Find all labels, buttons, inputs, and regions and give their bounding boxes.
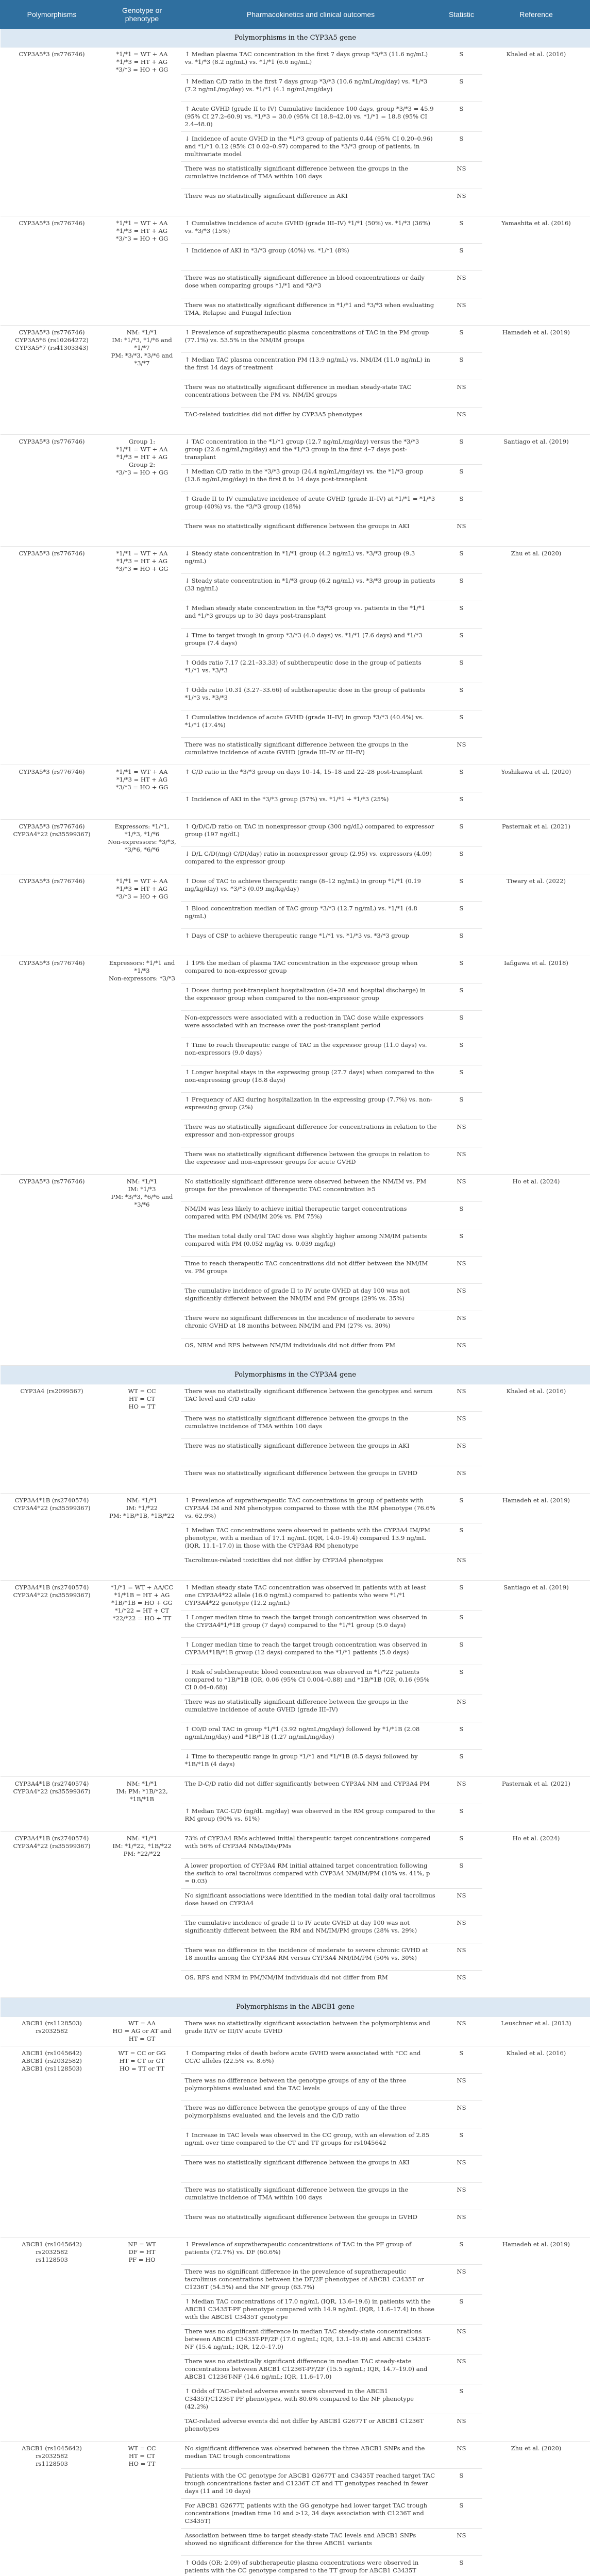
outcome-cell: ↑ Prevalence of supratherapeutic plasma concentrations of TAC in the PM group (77.1%) vs. 53.5% in the NM/IM groups — [181, 326, 441, 353]
genotype-cell: *1/*1 = WT + AA *1/*3 = HT + AG *3/*3 = HO + GG — [104, 765, 181, 820]
reference-cell: Hamadeh et al. (2019) — [482, 1494, 590, 1581]
outcome-cell: ↑ Doses during post-transplant hospitalization (d+28 and hospital discharge) in the expressor group when compared to the non-expressor group — [181, 984, 441, 1011]
statistic-cell: NS — [441, 1889, 482, 1916]
statistic-cell: S — [441, 574, 482, 601]
outcome-cell: There was no statistically significant association between the polymorphisms and grade II/IV or III/IV acute GVHD — [181, 2016, 441, 2046]
outcome-cell: ↑ Odds ratio 10.31 (3.27–33.66) of subtherapeutic dose in the group of patients *1/*3 vs. *3/*3 — [181, 683, 441, 710]
outcome-cell: ↑ Incidence of AKI in the *3/*3 group (57%) vs. *1/*1 + *1/*3 (25%) — [181, 792, 441, 820]
statistic-cell: S — [441, 792, 482, 820]
statistic-cell: S — [441, 820, 482, 847]
table-row — [1, 547, 590, 574]
statistic-cell: S — [441, 765, 482, 792]
outcome-cell: ↑ Q/D/C/D ratio on TAC in nonexpressor group (300 ng/dL) compared to expressor group (197 ng/dL) — [181, 820, 441, 847]
genotype-cell: NM: *1/*1 IM: PM: *1B/*22, *1B/*1B — [104, 1777, 181, 1832]
statistic-cell: NS — [441, 298, 482, 326]
outcome-cell: No significant associations were identified in the median total daily oral tacrolimus dose based on CYP3A4 — [181, 1889, 441, 1916]
outcome-cell: ↑ Blood concentration median of TAC group *3/*3 (12.7 ng/mL) vs. *1/*1 (4.8 ng/mL) — [181, 902, 441, 929]
outcome-cell: There was no significant difference in the prevalence of supratherapeutic tacrolimus concentrations between the DF/2F phenotypes of ABCB1 C3435T or C1236T (54.5%) and the NF group (63.7%) — [181, 2265, 441, 2295]
outcome-cell: ↑ Time to reach therapeutic range of TAC in the expressor group (11.0 days) vs. non-expressors (9.0 days) — [181, 1038, 441, 1065]
header-row — [1, 1, 590, 29]
statistic-cell: NS — [441, 1916, 482, 1943]
statistic-cell: S — [441, 1038, 482, 1065]
statistic-cell: NS — [441, 2074, 482, 2101]
outcome-cell: There was no significant difference in median TAC steady-state concentrations between ABCB1 C3435T-PF/2F (17.0 ng/mL; IQR, 13.1–19.0) and ABCB1 C3435T-NF (15.4 ng/mL; IQR, 12.0–17.0) — [181, 2325, 441, 2354]
statistic-cell: NS — [441, 1777, 482, 1804]
statistic-cell: NS — [441, 2210, 482, 2238]
statistic-cell: NS — [441, 1147, 482, 1175]
statistic-cell: S — [441, 2556, 482, 2576]
statistic-cell: NS — [441, 2183, 482, 2210]
outcome-cell: ↓ D/L C/D(/mg) C/D(/day) ratio in nonexpressor group (2.95) vs. expressors (4.09) compared to the expressor group — [181, 847, 441, 874]
statistic-cell: NS — [441, 2265, 482, 2295]
table-row — [1, 765, 590, 792]
statistic-cell: S — [441, 1859, 482, 1889]
outcome-cell: ↓ Steady state concentration in *1/*1 group (4.2 ng/mL) vs. *3/*3 group (9.3 ng/mL) — [181, 547, 441, 574]
statistic-cell: S — [441, 1523, 482, 1553]
polymorphism-cell: CYP3A5*3 (rs776746) — [1, 435, 104, 547]
outcome-cell: ↑ Longer hospital stays in the expressing group (27.7 days) when compared to the non-expressing group (18.8 days) — [181, 1065, 441, 1093]
statistic-cell: S — [441, 1202, 482, 1229]
outcome-cell: The cumulative incidence of grade II to IV acute GVHD at day 100 was not significantly different between the RM and NM/IM/PM groups (28% vs. 29%) — [181, 1916, 441, 1943]
statistic-cell: S — [441, 47, 482, 75]
genotype-cell: WT = CC or GG HT = CT or GT HO = TT or TT — [104, 2046, 181, 2238]
outcome-cell: ↑ C0/D oral TAC in group *1/*1 (3.92 ng/mL/mg/day) followed by *1/*1B (2.08 ng/mL/mg/day) and *1B/*1B (1.27 ng/mL/mg/day) — [181, 1722, 441, 1750]
reference-cell: Khaled et al. (2016) — [482, 2046, 590, 2238]
genotype-cell: Group 1: *1/*1 = WT + AA *1/*3 = HT + AG Group 2: *3/*3 = HO + GG — [104, 435, 181, 547]
polymorphism-cell: CYP3A4*1B (rs2740574) CYP3A4*22 (rs35599367) — [1, 1777, 104, 1832]
outcome-cell: ↓ Risk of subtherapeutic blood concentration was observed in *1/*22 patients compared to *1B/*1B (OR, 0.06 (95% CI 0.004–0.88) and *1B/*1B (OR, 0.16 (95% CI 0.04–0.68)) — [181, 1665, 441, 1695]
header-reference: Reference — [482, 1, 590, 29]
reference-cell: Khaled et al. (2016) — [482, 1384, 590, 1494]
outcome-cell: There was no statistically significant difference in *1/*1 and *3/*3 when evaluating TMA, Relapse and Fungal Infection — [181, 298, 441, 326]
outcome-cell: The cumulative incidence of grade II to IV acute GVHD at day 100 was not significantly different between the NM/IM and PM groups (29% vs. 35%) — [181, 1284, 441, 1311]
outcome-cell: ↑ Comparing risks of death before acute GVHD were associated with *CC and CC/C alleles (22.5% vs. 8.6%) — [181, 2046, 441, 2074]
statistic-cell: NS — [441, 408, 482, 435]
polymorphism-cell: CYP3A5*3 (rs776746) — [1, 47, 104, 216]
outcome-cell: There was no statistically significant difference between the groups in the cumulative incidence of acute GVHD (grade III–IV) — [181, 1695, 441, 1722]
polymorphism-cell: CYP3A4*1B (rs2740574) CYP3A4*22 (rs35599367) — [1, 1832, 104, 1998]
outcome-cell: ↑ Median steady state TAC concentration was observed in patients with at least one CYP3A4*22 allele (16.0 ng/mL) compared to patients who were *1/*1 CYP3A4*22 genotype (12.2 ng/mL) — [181, 1581, 441, 1611]
statistic-cell: NS — [441, 2529, 482, 2556]
statistic-cell: S — [441, 1065, 482, 1093]
statistic-cell: NS — [441, 1971, 482, 1998]
outcome-cell: ↑ Incidence of AKI in *3/*3 group (40%) vs. *1/*1 (8%) — [181, 244, 441, 271]
table-row — [1, 1384, 590, 1412]
statistic-cell: S — [441, 2238, 482, 2265]
genotype-cell: *1/*1 = WT + AA *1/*3 = HT + AG *3/*3 = HO + GG — [104, 47, 181, 216]
statistic-cell: NS — [441, 1439, 482, 1466]
reference-cell: Khaled et al. (2016) — [482, 47, 590, 216]
polymorphism-cell: CYP3A5*3 (rs776746) CYP3A5*6 (rs10264272) CYP3A5*7 (rs41303343) — [1, 326, 104, 435]
outcome-cell: There were no significant differences in the incidence of moderate to severe chronic GVHD at 18 months between NM/IM and PM (27% vs. 30%) — [181, 1311, 441, 1338]
header-polymorphisms: Polymorphisms — [1, 1, 104, 29]
statistic-cell: S — [441, 216, 482, 244]
polymorphism-cell: ABCB1 (rs1045642) ABCB1 (rs2032582) ABCB1 (rs1128503) — [1, 2046, 104, 2238]
statistic-cell: S — [441, 2128, 482, 2156]
statistic-cell: NS — [441, 380, 482, 408]
outcome-cell: ↓ Incidence of acute GVHD in the *1/*3 group of patients 0.44 (95% CI 0.20–0.96) and *1/*1 0.12 (95% CI 0.02–0.97) compared to the *3/*3 group of patients, in multivariate model — [181, 132, 441, 162]
outcome-cell: No significant difference was observed between the three ABCB1 SNPs and the median TAC trough concentrations — [181, 2442, 441, 2469]
statistic-cell: S — [441, 1494, 482, 1523]
statistic-cell: S — [441, 2469, 482, 2499]
genotype-cell: *1/*1 = WT + AA/CC *1/*1B = HT + AG *1B/*1B = HO + GG *1/*22 = HT + CT *22/*22 = HO + TT — [104, 1581, 181, 1777]
section-header-row — [1, 1366, 590, 1384]
table-row — [1, 956, 590, 984]
header-genotype: Genotype or phenotype — [104, 1, 181, 29]
reference-cell: Hamadeh et al. (2019) — [482, 2238, 590, 2442]
reference-cell: Iafigawa et al. (2018) — [482, 956, 590, 1175]
polymorphism-cell: ABCB1 (rs1128503) rs2032582 — [1, 2016, 104, 2046]
genotype-cell: *1/*1 = WT + AA *1/*3 = HT + AG *3/*3 = HO + GG — [104, 547, 181, 765]
outcome-cell: There was no statistically significant difference between the groups in the cumulative incidence of TMA within 100 days — [181, 2183, 441, 2210]
statistic-cell: S — [441, 1804, 482, 1832]
polymorphism-cell: CYP3A4 (rs2099567) — [1, 1384, 104, 1494]
statistic-cell: S — [441, 1229, 482, 1257]
statistic-cell: NS — [441, 2354, 482, 2384]
statistic-cell: S — [441, 1750, 482, 1777]
statistic-cell: NS — [441, 162, 482, 189]
statistic-cell: NS — [441, 1695, 482, 1722]
table-row — [1, 2238, 590, 2265]
genotype-cell: Expressors: *1/*1 and *1/*3 Non-expressors: *3/*3 — [104, 956, 181, 1175]
outcome-cell: ↑ Median TAC-C/D (ng/dL mg/day) was observed in the RM group compared to the RM group (90% vs. 61%) — [181, 1804, 441, 1832]
section-header-row — [1, 1998, 590, 2016]
statistic-cell: S — [441, 929, 482, 956]
statistic-cell: NS — [441, 1257, 482, 1284]
outcome-cell: There was no statistically significant difference between the genotypes and serum TAC level and C/D ratio — [181, 1384, 441, 1412]
statistic-cell: S — [441, 629, 482, 656]
outcome-cell: ↑ Median TAC concentrations were observed in patients with the CYP3A4 IM/PM phenotype, with a median of 17.1 ng/mL (IQR, 14.0–19.4) compared 13.9 ng/mL (IQR, 11.1–17.0) in those with the CYP3A4 RM phenotype — [181, 1523, 441, 1553]
outcome-cell: Tacrolimus-related toxicities did not differ by CYP3A4 phenotypes — [181, 1553, 441, 1581]
polymorphism-cell: CYP3A5*3 (rs776746) — [1, 874, 104, 956]
statistic-cell: S — [441, 75, 482, 102]
statistic-cell: S — [441, 435, 482, 465]
genotype-cell: WT = CC HT = CT HO = TT — [104, 1384, 181, 1494]
statistic-cell: S — [441, 1665, 482, 1695]
statistic-cell: S — [441, 2384, 482, 2414]
outcome-cell: ↑ Prevalence of supratherapeutic concentrations of TAC in the PF group of patients (72.7%) vs. DF (60.6%) — [181, 2238, 441, 2265]
outcome-cell: ↑ Prevalence of supratherapeutic TAC concentrations in group of patients with CYP3A4 IM and NM phenotypes compared to those with the RM phenotype (76.6% vs. 62.9%) — [181, 1494, 441, 1523]
statistic-cell: S — [441, 956, 482, 984]
statistic-cell: S — [441, 902, 482, 929]
statistic-cell: NS — [441, 1311, 482, 1338]
polymorphism-cell: ABCB1 (rs1045642) rs2032582 rs1128503 — [1, 2442, 104, 2576]
outcome-cell: ↓ Time to therapeutic range in group *1/*1 and *1/*1B (8.5 days) followed by *1B/*1B (4 days) — [181, 1750, 441, 1777]
genotype-cell: WT = CC HT = CT HO = TT — [104, 2442, 181, 2576]
table-row — [1, 326, 590, 353]
statistic-cell: S — [441, 874, 482, 902]
polymorphism-cell: CYP3A5*3 (rs776746) CYP3A4*22 (rs35599367) — [1, 820, 104, 874]
genotype-cell: NF = WT DF = HT PF = HO — [104, 2238, 181, 2442]
outcome-cell: The D-C/D ratio did not differ significantly between CYP3A4 NM and CYP3A4 PM — [181, 1777, 441, 1804]
outcome-cell: ↑ Median TAC plasma concentration PM (13.9 ng/mL) vs. NM/IM (11.0 ng/mL) in the first 14 days of treatment — [181, 353, 441, 380]
reference-cell: Yoshikawa et al. (2020) — [482, 765, 590, 820]
table-row — [1, 47, 590, 75]
outcome-cell: ↑ Odds (OR: 2.09) of subtherapeutic plasma concentrations were observed in patients with the CC genotype compared to the TT group for ABCB1 C3435T — [181, 2556, 441, 2576]
outcome-cell: There was no statistically significant difference between the groups in the cumulative incidence of TMA within 100 days — [181, 162, 441, 189]
polymorphism-cell: CYP3A4*1B (rs2740574) CYP3A4*22 (rs35599367) — [1, 1494, 104, 1581]
outcome-cell: There was no statistically significant difference in median steady-state TAC concentrations between the PM vs. NM/IM groups — [181, 380, 441, 408]
outcome-cell: Association between time to target steady-state TAC levels and ABCB1 SNPs showed no significant difference for the three ABCB1 variants — [181, 2529, 441, 2556]
genotype-cell: *1/*1 = WT + AA *1/*3 = HT + AG *3/*3 = HO + GG — [104, 216, 181, 326]
table-row — [1, 2016, 590, 2046]
outcome-cell: ↑ Median plasma TAC concentration in the first 7 days group *3/*3 (11.6 ng/mL) vs. *1/*3 (8.2 ng/mL) vs. *1/*1 (6.6 ng/mL) — [181, 47, 441, 75]
table-row — [1, 2046, 590, 2074]
statistic-cell: NS — [441, 2325, 482, 2354]
reference-cell: Ho et al. (2024) — [482, 1832, 590, 1998]
outcome-cell: There was no statistically significant difference in AKI — [181, 189, 441, 216]
outcome-cell: The median total daily oral TAC dose was slightly higher among NM/IM patients compared with PM (0.052 mg/kg vs. 0.039 mg/kg) — [181, 1229, 441, 1257]
outcome-cell: ↓ 19% the median of plasma TAC concentration in the expressor group when compared to non-expressor group — [181, 956, 441, 984]
statistic-cell: S — [441, 1011, 482, 1038]
table-row — [1, 1494, 590, 1523]
statistic-cell: S — [441, 847, 482, 874]
header-statistic: Statistic — [441, 1, 482, 29]
genotype-cell: NM: *1/*1 IM: *1/*22 PM: *1B/*1B, *1B/*22 — [104, 1494, 181, 1581]
outcome-cell: There was no statistically significant difference between the groups in the cumulative incidence of acute GVHD (grade III–IV or III–IV) — [181, 738, 441, 765]
reference-cell: Zhu et al. (2020) — [482, 547, 590, 765]
outcome-cell: ↑ Median C/D ratio in the first 7 days group *3/*3 (10.6 ng/mL/mg/day) vs. *1/*3 (7.2 ng/mL/mg/day) vs. *1/*1 (4.1 ng/mL/mg/day) — [181, 75, 441, 102]
statistic-cell: NS — [441, 738, 482, 765]
genotype-cell: WT = AA HO = AG or AT and HT = GT — [104, 2016, 181, 2046]
reference-cell: Zhu et al. (2020) — [482, 2442, 590, 2576]
statistic-cell: S — [441, 1581, 482, 1611]
outcome-cell: There was no statistically significant difference for concentrations in relation to the expressor and non-expressor groups — [181, 1120, 441, 1147]
outcome-cell: No statistically significant difference were observed between the NM/IM vs. PM groups for the prevalence of therapeutic TAC concentration ≥5 — [181, 1175, 441, 1202]
outcome-cell: Time to reach therapeutic TAC concentrations did not differ between the NM/IM vs. PM groups — [181, 1257, 441, 1284]
table-row — [1, 1581, 590, 1611]
statistic-cell: S — [441, 656, 482, 683]
polymorphism-cell: CYP3A5*3 (rs776746) — [1, 1175, 104, 1366]
outcome-cell: ↑ Cumulative incidence of acute GVHD (grade III–IV) *1/*1 (50%) vs. *1/*3 (36%) vs. *3/*3 (15%) — [181, 216, 441, 244]
genotype-cell: NM: *1/*1 IM: *1/*3, *1/*6 and *1/*7 PM: *3/*3, *3/*6 and *3/*7 — [104, 326, 181, 435]
outcome-cell: There was no statistically significant difference between the groups in relation to the expressor and non-expressor groups for acute GVHD — [181, 1147, 441, 1175]
outcome-cell: NM/IM was less likely to achieve initial therapeutic target concentrations compared with PM (NM/IM 20% vs. PM 75%) — [181, 1202, 441, 1229]
reference-cell: Santiago et al. (2019) — [482, 435, 590, 547]
statistic-cell: S — [441, 2295, 482, 2325]
outcome-cell: ↑ Odds ratio 7.17 (2.21–33.33) of subtherapeutic dose in the group of patients *1/*1 vs. *3/*3 — [181, 656, 441, 683]
outcome-cell: ↓ Steady state concentration in *1/*3 group (6.2 ng/mL) vs. *3/*3 group in patients (33 ng/mL) — [181, 574, 441, 601]
statistic-cell: S — [441, 683, 482, 710]
outcome-cell: ↑ Days of CSP to achieve therapeutic range *1/*1 vs. *1/*3 vs. *3/*3 group — [181, 929, 441, 956]
statistic-cell: NS — [441, 2101, 482, 2128]
outcome-cell: There was no statistically significant difference between the groups in the cumulative incidence of TMA within 100 days — [181, 1412, 441, 1439]
outcome-cell: 73% of CYP3A4 RMs achieved initial therapeutic target concentrations compared with 56% of CYP3A4 NMs/IMs/PMs — [181, 1832, 441, 1859]
outcome-cell: There was no statistically significant difference in blood concentrations or daily dose when comparing groups *1/*1 and *3/*3 — [181, 271, 441, 298]
outcome-cell: ↑ Frequency of AKI during hospitalization in the expressing group (7.7%) vs. non-expressing group (2%) — [181, 1093, 441, 1120]
outcome-cell: For ABCB1 G2677T, patients with the GG genotype had lower target TAC trough concentrations (median time 10 and >12, 34 days association with C1236T and C3435T) — [181, 2499, 441, 2529]
statistic-cell: S — [441, 1638, 482, 1665]
statistic-cell: NS — [441, 1384, 482, 1412]
statistic-cell: S — [441, 547, 482, 574]
outcome-cell: Patients with the CC genotype for ABCB1 G2677T and C3435T reached target TAC trough concentrations faster and C1236T CT and TT genotypes reached in fewer days (11 and 10 days) — [181, 2469, 441, 2499]
statistic-cell: S — [441, 132, 482, 162]
statistic-cell: NS — [441, 2414, 482, 2442]
statistic-cell: S — [441, 244, 482, 271]
statistic-cell: NS — [441, 1284, 482, 1311]
outcome-cell: There was no statistically significant difference in median TAC steady-state concentrations between ABCB1 C1236T-PF/2F (15.5 ng/mL; IQR, 14.7–19.0) and ABCB1 C1236T-NF (14.6 ng/mL; IQR, 11.6–17.0) — [181, 2354, 441, 2384]
outcome-cell: OS, NRM and RFS between NM/IM individuals did not differ from PM — [181, 1338, 441, 1366]
statistic-cell: S — [441, 326, 482, 353]
statistic-cell: NS — [441, 519, 482, 547]
statistic-cell: S — [441, 601, 482, 629]
outcome-cell: ↑ Increase in TAC levels was observed in the CC group, with an elevation of 2.85 ng/mL over time compared to the CT and TT groups for rs1045642 — [181, 2128, 441, 2156]
statistic-cell: NS — [441, 1175, 482, 1202]
outcome-cell: Non-expressors were associated with a reduction in TAC dose while expressors were associated with an increase over the post-transplant period — [181, 1011, 441, 1038]
outcome-cell: ↑ C/D ratio in the *3/*3 group on days 10–14, 15–18 and 22–28 post-transplant — [181, 765, 441, 792]
statistic-cell: S — [441, 353, 482, 380]
table-row — [1, 216, 590, 244]
statistic-cell: S — [441, 710, 482, 738]
outcome-cell: There was no difference between the genotype groups of any of the three polymorphisms evaluated and the TAC levels — [181, 2074, 441, 2101]
outcome-cell: A lower proportion of CYP3A4 RM initial attained target concentration following the switch to oral tacrolimus compared with CYP3A4 NM/IM/PM (10% vs. 41%, p = 0.03) — [181, 1859, 441, 1889]
section-title: Polymorphisms in the ABCB1 gene — [1, 1998, 590, 2016]
outcome-cell: ↓ TAC concentration in the *1/*1 group (12.7 ng/mL/mg/day) versus the *3/*3 group (22.6 ng/mL/mg/day) and the *1/*3 group in the first 4–7 days post-transplant — [181, 435, 441, 465]
outcome-cell: ↑ Odds of TAC-related adverse events were observed in the ABCB1 C3435T/C1236T PF phenotypes, with 80.6% compared to the NF phenotype (42.2%) — [181, 2384, 441, 2414]
statistic-cell: NS — [441, 1120, 482, 1147]
outcome-cell: ↑ Median C/D ratio in the *3/*3 group (24.4 ng/mL/mg/day) vs. the *1/*3 group (13.6 ng/mL/mg/day) in the first 8 to 14 days post-transplant — [181, 465, 441, 492]
statistic-cell: S — [441, 984, 482, 1011]
statistic-cell: NS — [441, 1943, 482, 1971]
outcome-cell: TAC-related toxicities did not differ by CYP3A5 phenotypes — [181, 408, 441, 435]
table-row — [1, 820, 590, 847]
outcome-cell: ↑ Grade II to IV cumulative incidence of acute GVHD (grade II–IV) at *1/*1 = *1/*3 group (40%) vs. the *3/*3 group (18%) — [181, 492, 441, 519]
outcome-cell: There was no statistically significant difference between the groups in AKI — [181, 519, 441, 547]
statistic-cell: NS — [441, 1466, 482, 1494]
outcome-cell: There was no statistically significant difference between the groups in GVHD — [181, 1466, 441, 1494]
statistic-cell: S — [441, 1093, 482, 1120]
outcome-cell: ↑ Acute GVHD (grade II to IV) Cumulative Incidence 100 days, group *3/*3 = 45.9 (95% CI 27.2–60.9) vs. *1/*3 = 30.0 (95% CI 18.8–42.0) vs. *1/*1 = 18.8 (95% CI 2.4–48.0) — [181, 102, 441, 132]
outcome-cell: ↑ Cumulative incidence of acute GVHD (grade II–IV) in group *3/*3 (40.4%) vs. *1/*1 (17.4%) — [181, 710, 441, 738]
statistic-cell: S — [441, 102, 482, 132]
outcome-cell: There was no difference between the genotype groups of any of the three polymorphisms evaluated and the levels and the C/D ratio — [181, 2101, 441, 2128]
outcome-cell: There was no statistically significant difference between the groups in AKI — [181, 1439, 441, 1466]
outcome-cell: ↑ Longer median time to reach the target trough concentration was observed in CYP3A4*1B/*1B group (12 days) compared to the *1/*1 patients (5.0 days) — [181, 1638, 441, 1665]
statistic-cell: NS — [441, 271, 482, 298]
statistic-cell: NS — [441, 1338, 482, 1366]
polymorphism-cell: CYP3A5*3 (rs776746) — [1, 765, 104, 820]
polymorphism-cell: CYP3A5*3 (rs776746) — [1, 547, 104, 765]
reference-cell: Tiwary et al. (2022) — [482, 874, 590, 956]
reference-cell: Pasternak et al. (2021) — [482, 820, 590, 874]
genotype-cell: Expressors: *1/*1, *1/*3, *1/*6 Non-expressors: *3/*3, *3/*6, *6/*6 — [104, 820, 181, 874]
statistic-cell: NS — [441, 2016, 482, 2046]
table-row — [1, 435, 590, 465]
outcome-cell: ↑ Median steady state concentration in the *3/*3 group vs. patients in the *1/*1 and *1/*3 groups up to 30 days post-transplant — [181, 601, 441, 629]
section-title: Polymorphisms in the CYP3A4 gene — [1, 1366, 590, 1384]
outcome-cell: ↑ Dose of TAC to achieve therapeutic range (8–12 ng/mL) in group *1/*1 (0.19 mg/kg/day) vs. *3/*3 (0.09 mg/kg/day) — [181, 874, 441, 902]
outcome-cell: There was no difference in the incidence of moderate to severe chronic GVHD at 18 months among the CYP3A4 RM versus CYP3A4 NM/IM/PM (50% vs. 30%) — [181, 1943, 441, 1971]
statistic-cell: NS — [441, 189, 482, 216]
outcome-cell: There was no statistically significant difference between the groups in GVHD — [181, 2210, 441, 2238]
genotype-cell: NM: *1/*1 IM: *1/*3 PM: *3/*3, *6/*6 and *3/*6 — [104, 1175, 181, 1366]
statistic-cell: S — [441, 2499, 482, 2529]
table-body — [1, 29, 590, 2576]
statistic-cell: S — [441, 1832, 482, 1859]
reference-cell: Santiago et al. (2019) — [482, 1581, 590, 1777]
header-outcomes: Pharmacokinetics and clinical outcomes — [181, 1, 441, 29]
genotype-cell: *1/*1 = WT + AA *1/*3 = HT + AG *3/*3 = HO + GG — [104, 874, 181, 956]
table-row — [1, 1175, 590, 1202]
statistic-cell: S — [441, 1611, 482, 1638]
statistic-cell: NS — [441, 1553, 482, 1581]
reference-cell: Yamashita et al. (2016) — [482, 216, 590, 326]
polymorphism-cell: CYP3A5*3 (rs776746) — [1, 956, 104, 1175]
section-title: Polymorphisms in the CYP3A5 gene — [1, 29, 590, 47]
polymorphism-cell: CYP3A4*1B (rs2740574) CYP3A4*22 (rs35599367) — [1, 1581, 104, 1777]
polymorphism-cell: ABCB1 (rs1045642) rs2032582 rs1128503 — [1, 2238, 104, 2442]
table-row — [1, 874, 590, 902]
reference-cell: Ho et al. (2024) — [482, 1175, 590, 1366]
reference-cell: Hamadeh et al. (2019) — [482, 326, 590, 435]
statistic-cell: S — [441, 2046, 482, 2074]
statistic-cell: S — [441, 492, 482, 519]
outcome-cell: ↓ Time to target trough in group *3/*3 (4.0 days) vs. *1/*1 (7.6 days) and *1/*3 groups (7.4 days) — [181, 629, 441, 656]
statistic-cell: NS — [441, 1412, 482, 1439]
reference-cell: Leuschner et al. (2013) — [482, 2016, 590, 2046]
genotype-cell: NM: *1/*1 IM: *1/*22, *1B/*22 PM: *22/*22 — [104, 1832, 181, 1998]
outcome-cell: ↑ Median TAC concentrations of 17.0 ng/mL (IQR, 13.6–19.6) in patients with the ABCB1 C3435T-PF phenotype compared with 14.9 ng/mL (IQR, 11.6–17.4) in those with the ABCB1 C3435T genotype — [181, 2295, 441, 2325]
reference-cell: Pasternak et al. (2021) — [482, 1777, 590, 1832]
outcome-cell: There was no statistically significant difference between the groups in AKI — [181, 2156, 441, 2183]
statistic-cell: S — [441, 465, 482, 492]
section-header-row — [1, 29, 590, 47]
outcome-cell: ↑ Longer median time to reach the target trough concentration was observed in the CYP3A4*1/*1B group (7 days) compared to the *1/*1 group (5.0 days) — [181, 1611, 441, 1638]
statistic-cell: NS — [441, 2156, 482, 2183]
table-row — [1, 1777, 590, 1804]
statistic-cell: NS — [441, 2442, 482, 2469]
statistic-cell: S — [441, 1722, 482, 1750]
table-row — [1, 1832, 590, 1859]
polymorphism-cell: CYP3A5*3 (rs776746) — [1, 216, 104, 326]
outcome-cell: TAC-related adverse events did not differ by ABCB1 G2677T or ABCB1 C1236T phenotypes — [181, 2414, 441, 2442]
outcome-cell: OS, RFS and NRM in PM/NM/IM individuals did not differ from RM — [181, 1971, 441, 1998]
table-row — [1, 2442, 590, 2469]
